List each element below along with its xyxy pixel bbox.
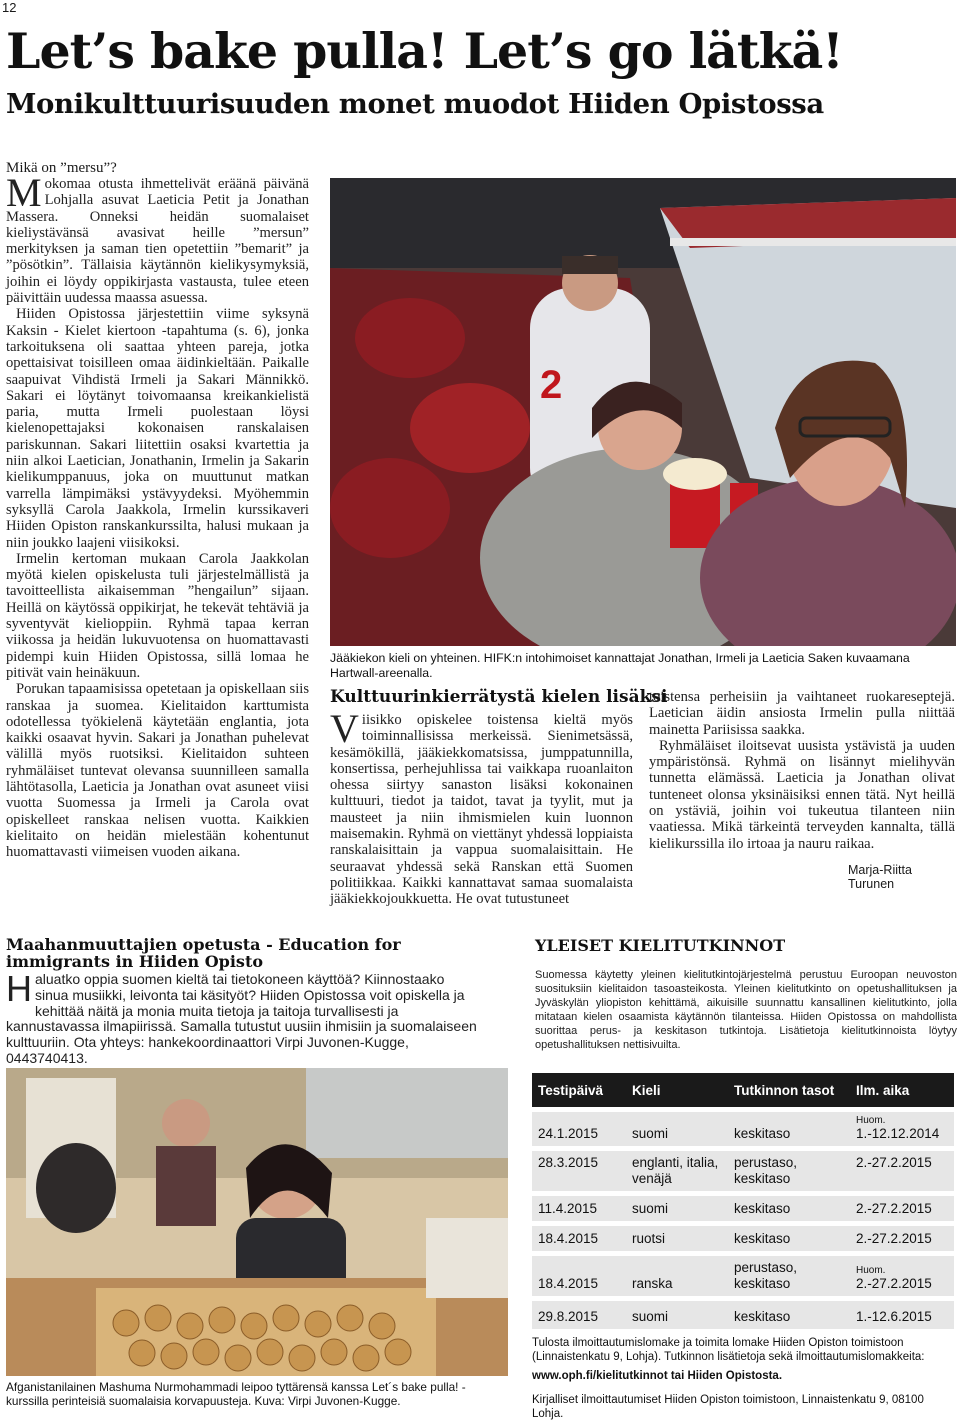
dropcap-v: V bbox=[330, 706, 359, 751]
header-test-date: Testipäivä bbox=[532, 1073, 626, 1110]
registration-period: 1.-12.6.2015 bbox=[856, 1308, 932, 1324]
svg-text:2: 2 bbox=[540, 363, 563, 407]
table-row bbox=[532, 1299, 954, 1329]
registration-period: 2.-27.2.2015 bbox=[856, 1155, 932, 1170]
written-registration-info: Kirjalliset ilmoittautumiset Hiiden Opiston toimistoon, Linnaistenkatu 9, 08100 Lohja. bbox=[532, 1394, 924, 1420]
registration-instructions: Tulosta ilmoittautumislomake ja toimita lomake Hiiden Opiston toimistoon (Linnaistenkatu 9, Lohja). Tutkinnon lisätietoja sekä ilmoittautumislomakkeita: bbox=[532, 1337, 925, 1363]
immigrant-box-title: Maahanmuuttajien opetusta - Education for immigrants in Hiiden Opisto bbox=[6, 935, 401, 971]
article-p1-text: okomaa otusta ihmettelivät eräänä päivänä Lohjalla asuvat Laeticia Petit ja Jonathan Massera. Onneksi heidän suomalaiset kieliystävänsä avasivat heille ”mersun” merkityksen ja saman tien opetettiin ”bemarit” ja ”pösötkin”. Tällaisia käytännön kielikysymyksiä, joihin ei löydy oppikirjasta vastausta, tulee eteen päivittäin uudessa maassa asuessa. bbox=[6, 176, 309, 307]
cell-level: keskitaso bbox=[728, 1194, 850, 1224]
registration-period: 2.-27.2.2015 bbox=[856, 1201, 932, 1216]
registration-url[interactable]: www.oph.fi/kielitutkinnot tai Hiiden Opistosta. bbox=[532, 1370, 783, 1382]
photo1-caption: Jääkiekon kieli on yhteinen. HIFK:n intohimoiset kannattajat Jonathan, Irmeli ja Laeticia Saken kuvaamana Hartwall-areenalla. bbox=[330, 651, 910, 680]
exam-schedule-table bbox=[532, 1073, 954, 1329]
cell-date: 18.4.2015 bbox=[532, 1224, 626, 1254]
article-paragraph-4: Porukan tapaamisissa opetetaan ja opiskellaan siis ranskaa ja suomea. Kielitaidon karttumista odotellessa työkielenä käytetään englantia, jota kaikki osaavat hyvin. Sakari ja Jonathan puhelevat välillä myös ruotsiksi. Kielitaidon suhteen ryhmäläiset tuntevat olevansa suunnilleen samalla lähtötasolla, Laeticia ja Jonathan ovat asuneet viisi vuotta Suomessa ja Irmeli ja Carola ovat opiskelleet ranskaa nelisen vuotta. Kaikkien kielitaito on heidän mielestään kohentunut huomattavasti viimeisen vuoden aikana. bbox=[6, 681, 310, 861]
section-p1-text: iisikko opiskelee toistensa kieltä myös toiminnallisissa merkeissä. Sienimetsässä, kesämökillä, jääkiekkomatsissa, jumppatunnilla, konsertissa, perhejuhlissa tai vaikkapa ruoanlaiton ohessa siirtyy sanaston lisäksi kokonainen kulttuuri, tiedot ja taidot, tavat ja tyylit, mut ja mausteet ja niin ihmismielen kuin luonnon maisemakin. Ryhmä on viettänyt yhdessä loppiaista ranskalaisittain ja vappua suomalaisittain. He seuraavat yhdessä sekä Ranskan että Suomen politiikkaa. Kaikki kannattavat samaa suomalaista jääkiekkojoukkuetta. He ovat tutustuneet bbox=[330, 712, 633, 908]
cell-level: keskitaso bbox=[728, 1299, 850, 1329]
cell-registration bbox=[850, 1224, 954, 1254]
section-paragraph-3: Ryhmäläiset iloitsevat uusista ystävistä ja uuden ympäristönsä. Ryhmä on lisännyt mielihyvän tunnetta elämässä. Laeticia ja Jonathan olivat tunteneet olonsa yksinäisiksi ennen tätä. Nyt heillä on ystäviä, joihin voi tukeutua tilanteen niin vaatiessa. Mikä tärkeintä terveyden kannalta, tällä kielikurssilla ilo irtoaa ja nauru raikaa. bbox=[649, 737, 955, 852]
article-column-2 bbox=[330, 706, 633, 908]
table-row bbox=[532, 1254, 954, 1299]
page-subtitle: Monikulttuurisuuden monet muodot Hiiden Opistossa bbox=[6, 88, 824, 120]
language-exams-text: Suomessa käytetty yleinen kielitutkintojärjestelmä perustuu Euroopan neuvoston suosituksiin kielitaidon tasoasteikosta. Yleinen kielitutkinto on opetushallituksen ja Jyväskylän yliopiston kehittämä, aikuisille suunnattu kansallinen kielitutkinto, jolla mitataan kielen osaamista käytännön tilanteissa. Hiiden Opistossa on mahdollista suorittaa perus- ja keskitason tutkintoja. Lisätietoja kielitutkinnoista löytyy opetushallituksen nettisivuilta. bbox=[535, 969, 957, 1051]
table-row bbox=[532, 1110, 954, 1149]
note-label: Huom. bbox=[856, 1115, 886, 1126]
cell-language: suomi bbox=[626, 1299, 728, 1329]
cell-level: perustaso, keskitaso bbox=[728, 1254, 850, 1299]
registration-period: 1.-12.12.2014 bbox=[856, 1126, 940, 1141]
section-paragraph-2: toistensa perheisiin ja vaihtaneet ruokareseptejä. Laetician äidin ansiosta Irmelin pulla niittää mainetta Pariisissa saakka. bbox=[649, 689, 955, 738]
section-heading: Kulttuurinkierrätystä kielen lisäksi bbox=[330, 687, 668, 707]
note-label: Huom. bbox=[856, 1265, 886, 1276]
language-exams-title: YLEISET KIELITUTKINNOT bbox=[535, 936, 786, 955]
immigrant-box-text bbox=[6, 968, 480, 1067]
cell-level: keskitaso bbox=[728, 1224, 850, 1254]
cell-date: 29.8.2015 bbox=[532, 1299, 626, 1329]
hockey-arena-photo bbox=[330, 178, 956, 646]
cell-date: 11.4.2015 bbox=[532, 1194, 626, 1224]
lead-question: Mikä on ”mersu”? bbox=[6, 160, 117, 176]
photo2-caption: Afganistanilainen Mashuma Nurmohammadi leipoo tyttärensä kanssa Let´s bake pulla! -kurssilla perinteisiä suomalaisia korvapuusteja. Kuva: Virpi Juvonen-Kugge. bbox=[6, 1380, 466, 1408]
dropcap-m: M bbox=[6, 170, 42, 215]
article-column-3 bbox=[649, 689, 955, 852]
page-number: 12 bbox=[2, 0, 17, 15]
registration-period: 2.-27.2.2015 bbox=[856, 1276, 932, 1291]
page-title: Let’s bake pulla! Let’s go lätkä! bbox=[6, 22, 843, 80]
cell-level: perustaso, keskitaso bbox=[728, 1149, 850, 1194]
cell-language: ruotsi bbox=[626, 1224, 728, 1254]
dropcap-h: H bbox=[6, 968, 32, 1009]
header-registration: Ilm. aika bbox=[850, 1073, 954, 1110]
cell-language: ranska bbox=[626, 1254, 728, 1299]
exam-table-header-row bbox=[532, 1073, 954, 1110]
article-column-1 bbox=[6, 170, 310, 861]
cell-language: suomi bbox=[626, 1194, 728, 1224]
author-signature: Marja-Riitta Turunen bbox=[848, 863, 912, 891]
cell-date: 18.4.2015 bbox=[532, 1254, 626, 1299]
cell-registration bbox=[850, 1110, 954, 1149]
hockey-photo-illustration bbox=[330, 178, 956, 646]
table-row bbox=[532, 1224, 954, 1254]
table-row bbox=[532, 1194, 954, 1224]
cell-date: 24.1.2015 bbox=[532, 1110, 626, 1149]
article-paragraph-2: Hiiden Opistossa järjestettiin viime syksynä Kaksin - Kielet kiertoon -tapahtuma (s. 6), jonka tarkoituksena oli saattaa yhteen pareja, jotka opettaisivat toisilleen omaa äidinkieltään. Paikalle saapuivat Vihdistä Irmeli ja Sakari Männikkö. Sakari ei löytänyt toivomaansa kreikankielistä paria, mutta Irmeli puolestaan löysi kielenopettajaksi kokonaisen ranskalaisen pariskunnan. Sakari liitettiin osaksi kvartettia ja niin alkoi Laetician, Jonathanin, Irmelin ja Sakarin kielikumppanuus, joka on muuttunut matkan varrella lämpimäksi ystävyydeksi. Myöhemmin syksyllä Carola Jaakkola, Irmelin kurssikaveri Hiiden Opiston ranskankurssilta, halusi mukaan ja niin joukko laajeni viisikoksi. bbox=[6, 306, 309, 551]
cell-registration bbox=[850, 1299, 954, 1329]
header-levels: Tutkinnon tasot bbox=[728, 1073, 850, 1110]
article-paragraph-3: Irmelin kertoman mukaan Carola Jaakkolan myötä kielen opiskelusta tuli järjestelmällistä ja tavoitteellista aikaisemman ”hengailun” sijaan. Heillä on käytössä oppikirjat, he tekevät tehtäviä ja syventyvät kielioppiin. Ryhmä tapaa kerran viikossa ja heidän lukuvuotensa on huomattavasti pidempi kuin Hiiden Opistossa, sillä lomaa he pitivät vain heinäkuun. bbox=[6, 550, 309, 681]
cell-registration bbox=[850, 1149, 954, 1194]
cell-registration bbox=[850, 1194, 954, 1224]
cell-registration bbox=[850, 1254, 954, 1299]
baking-photo-illustration bbox=[6, 1068, 508, 1376]
registration-period: 2.-27.2.2015 bbox=[856, 1231, 932, 1246]
table-row bbox=[532, 1149, 954, 1194]
cell-language: englanti, italia, venäjä bbox=[626, 1149, 728, 1194]
section-paragraph-1 bbox=[330, 706, 633, 908]
cell-level: keskitaso bbox=[728, 1110, 850, 1149]
article-paragraph-1 bbox=[6, 170, 309, 307]
cell-date: 28.3.2015 bbox=[532, 1149, 626, 1194]
header-language: Kieli bbox=[626, 1073, 728, 1110]
baking-photo bbox=[6, 1068, 508, 1376]
cell-language: suomi bbox=[626, 1110, 728, 1149]
immigrant-box-body: aluatko oppia suomen kieltä tai tietokoneen käyttöä? Kiinnostaako sinua musiikki, leivonta tai käsityöt? Hiiden Opistossa voit opiskella ja kehittää näitä ja monia muita tietoja ja taitoja turvallisesti ja kannustavassa ilmapiirissä. Samalla tutustut uusiin ihmisiin ja suomalaiseen kulttuuriin. Ota yhteys: hankekoordinaattori Virpi Juvonen-Kugge, 0443740413. bbox=[6, 971, 477, 1066]
